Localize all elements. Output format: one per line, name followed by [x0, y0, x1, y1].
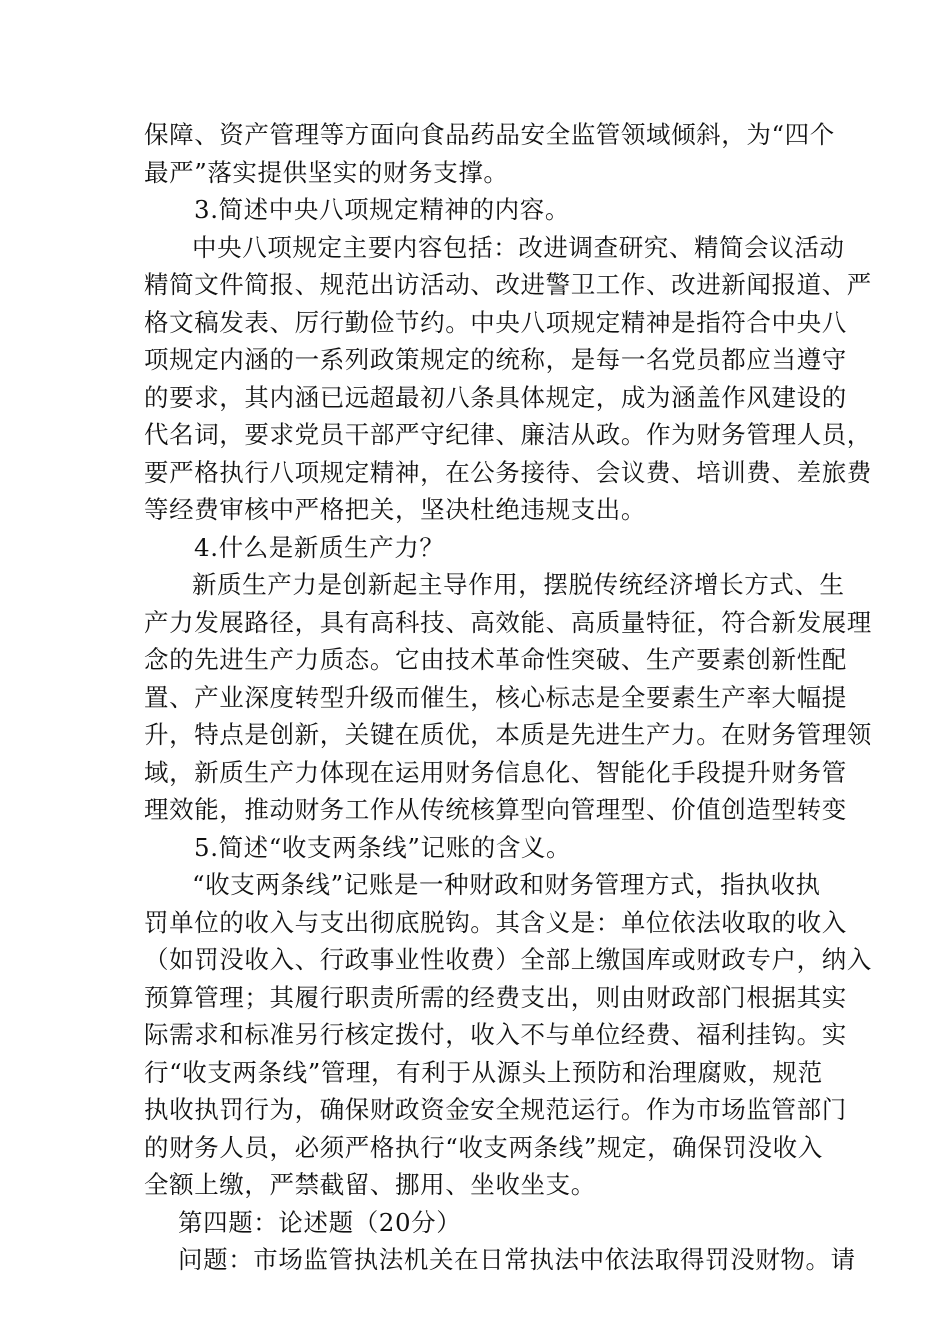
body-line: （如罚没收入、行政事业性收费）全部上缴国库或财政专户，纳入 — [144, 945, 872, 974]
body-line: 行“收支两条线”管理，有利于从源头上预防和治理腐败，规范 — [144, 1057, 823, 1087]
body-line: 置、产业深度转型升级而催生，核心标志是全要素生产率大幅提 — [144, 682, 847, 712]
body-line: 要严格执行八项规定精神，在公务接待、会议费、培训费、差旅费 — [144, 457, 872, 487]
body-line: 问题：市场监管执法机关在日常执法中依法取得罚没财物。请 — [178, 1245, 856, 1274]
document-body — [144, 116, 872, 1279]
body-line: 中央八项规定主要内容包括：改进调查研究、精简会议活动 — [192, 232, 845, 262]
body-line: 执收执罚行为，确保财政资金安全规范运行。作为市场监管部门 — [144, 1095, 847, 1124]
section-heading: 第四题：论述题（20分） — [178, 1207, 462, 1237]
body-line: 全额上缴，严禁截留、挪用、坐收坐支。 — [144, 1170, 596, 1199]
body-line: 代名词，要求党员干部严守纪律、廉洁从政。作为财务管理人员， — [144, 420, 872, 449]
body-line: 保障、资产管理等方面向食品药品安全监管领域倾斜，为“四个 — [144, 120, 835, 149]
question-heading: 5.简述“收支两条线”记账的含义。 — [194, 832, 572, 862]
body-line: 项规定内涵的一系列政策规定的统称，是每一名党员都应当遵守 — [144, 345, 847, 374]
body-line: 等经费审核中严格把关，坚决杜绝违规支出。 — [144, 495, 646, 524]
body-line: 新质生产力是创新起主导作用，摆脱传统经济增长方式、生 — [192, 570, 845, 599]
question-heading: 3.简述中央八项规定精神的内容。 — [194, 195, 570, 224]
body-line: 的要求，其内涵已远超最初八条具体规定，成为涵盖作风建设的 — [144, 382, 847, 412]
body-line: 最严”落实提供坚实的财务支撑。 — [144, 157, 509, 187]
body-line: 域，新质生产力体现在运用财务信息化、智能化手段提升财务管 — [144, 757, 847, 787]
body-line: “收支两条线”记账是一种财政和财务管理方式，指执收执 — [192, 870, 821, 899]
body-line: 理效能，推动财务工作从传统核算型向管理型、价值创造型转变 — [144, 795, 847, 824]
body-line: 产力发展路径，具有高科技、高效能、高质量特征，符合新发展理 — [144, 607, 872, 637]
body-line: 格文稿发表、厉行勤俭节约。中央八项规定精神是指符合中央八 — [144, 307, 847, 337]
question-heading: 4.什么是新质生产力？ — [194, 532, 445, 562]
body-line: 升，特点是创新，关键在质优，本质是先进生产力。在财务管理领 — [144, 720, 872, 749]
body-line: 的财务人员，必须严格执行“收支两条线”规定，确保罚没收入 — [144, 1132, 823, 1162]
body-line: 际需求和标准另行核定拨付，收入不与单位经费、福利挂钩。实 — [144, 1020, 847, 1049]
body-line: 念的先进生产力质态。它由技术革命性突破、生产要素创新性配 — [144, 645, 847, 674]
body-line: 罚单位的收入与支出彻底脱钩。其含义是：单位依法收取的收入 — [144, 907, 847, 937]
body-line: 预算管理；其履行职责所需的经费支出，则由财政部门根据其实 — [144, 982, 847, 1012]
body-line: 精简文件简报、规范出访活动、改进警卫工作、改进新闻报道、严 — [144, 270, 872, 299]
